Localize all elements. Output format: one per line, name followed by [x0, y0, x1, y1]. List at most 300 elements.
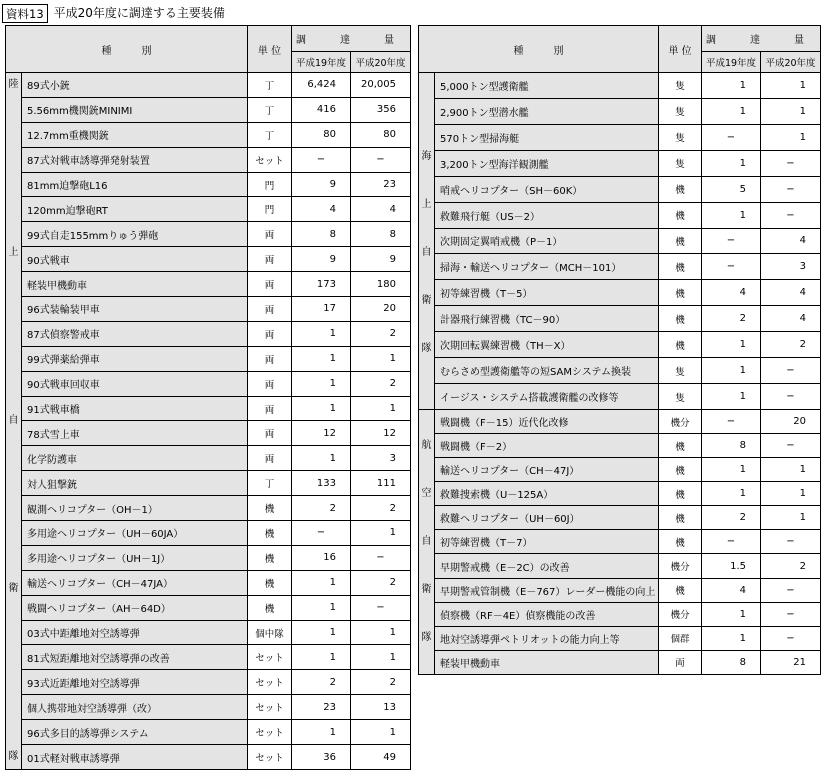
- table-row: [6, 545, 411, 570]
- branch-label-char: [6, 625, 21, 649]
- document-header: [2, 2, 225, 24]
- unit-cell: 機: [248, 570, 292, 595]
- equipment-name: 90式戦車: [22, 247, 248, 272]
- fy19-quantity: 1: [292, 570, 351, 595]
- equipment-name: 化学防護車: [22, 446, 248, 471]
- fy20-quantity: 20,005: [351, 73, 411, 98]
- unit-cell: 両: [248, 396, 292, 421]
- unit-cell: 両: [248, 421, 292, 446]
- unit-cell: 丁: [248, 73, 292, 98]
- branch-label-char: [6, 145, 21, 169]
- branch-label-char: 衛: [421, 295, 432, 306]
- unit-cell: 個群: [659, 626, 702, 650]
- branch-label-char: [419, 265, 434, 289]
- unit-cell: 機: [248, 595, 292, 620]
- fy20-quantity: −: [351, 595, 411, 620]
- fy20-quantity: −: [351, 545, 411, 570]
- fy20-quantity: 1: [351, 521, 411, 546]
- table-row: [6, 346, 411, 371]
- fy20-quantity: 13: [351, 695, 411, 720]
- equipment-name: 救難ヘリコプター（UH－60J）: [435, 506, 659, 530]
- unit-cell: 隻: [659, 150, 702, 176]
- fy19-quantity: 173: [292, 272, 351, 297]
- branch-label-char: 航: [421, 440, 432, 451]
- equipment-name: 89式小銃: [22, 73, 248, 98]
- equipment-name: 次期回転翼練習機（TH－X）: [435, 332, 659, 358]
- branch-label-char: [6, 697, 21, 721]
- unit-cell: 両: [248, 297, 292, 322]
- fy19-quantity: 8: [702, 434, 761, 458]
- equipment-name: むらさめ型護衛艦等の短SAMシステム換装: [435, 358, 659, 384]
- equipment-name: 120mm迫撃砲RT: [22, 197, 248, 222]
- unit-cell: 機: [659, 176, 702, 202]
- fy19-quantity: 1: [702, 358, 761, 384]
- unit-cell: 両: [248, 222, 292, 247]
- table-row: [6, 272, 411, 297]
- branch-label-char: [419, 458, 434, 482]
- equipment-name: 早期警戒機（E－2C）の改善: [435, 554, 659, 578]
- fy19-quantity: 1: [702, 150, 761, 176]
- equipment-name: 01式軽対戦車誘導弾: [22, 745, 248, 770]
- branch-label-char: [6, 265, 21, 289]
- fy19-quantity: 36: [292, 745, 351, 770]
- branch-label-char: [419, 217, 434, 241]
- table-row: [6, 147, 411, 172]
- equipment-name: 87式偵察警戒車: [22, 321, 248, 346]
- branch-label-char: [6, 337, 21, 361]
- table-row: [419, 202, 821, 228]
- table-row: [419, 254, 821, 280]
- document-number-label: 資料13: [2, 4, 48, 23]
- branch-label-char: 隊: [8, 751, 19, 762]
- fy20-quantity: 2: [761, 554, 821, 578]
- unit-cell: 機: [248, 496, 292, 521]
- fy20-quantity: −: [761, 202, 821, 228]
- fy19-quantity: 1: [292, 720, 351, 745]
- table-row: [6, 222, 411, 247]
- msdf-asdf-equipment-table: [418, 25, 821, 675]
- branch-label-char: 衛: [421, 584, 432, 595]
- table-row: [6, 496, 411, 521]
- table-row: [419, 306, 821, 332]
- branch-label-char: 隊: [421, 343, 432, 354]
- equipment-name: 多用途ヘリコプター（UH－1J）: [22, 545, 248, 570]
- fy20-quantity: −: [761, 358, 821, 384]
- branch-label-char: [6, 649, 21, 673]
- fy20-quantity: 2: [351, 570, 411, 595]
- fy19-quantity: 2: [702, 506, 761, 530]
- fy19-quantity: 80: [292, 122, 351, 147]
- table-row: [419, 482, 821, 506]
- unit-cell: セット: [248, 745, 292, 770]
- table-row: [419, 98, 821, 124]
- fy19-quantity: 4: [292, 197, 351, 222]
- fy20-quantity: 12: [351, 421, 411, 446]
- unit-cell: 機分: [659, 410, 702, 434]
- fy19-quantity: 2: [292, 670, 351, 695]
- equipment-name: 救難捜索機（U－125A）: [435, 482, 659, 506]
- equipment-name: 初等練習機（T－5）: [435, 280, 659, 306]
- equipment-name: 次期固定翼哨戒機（P－1）: [435, 228, 659, 254]
- fy20-quantity: 4: [761, 280, 821, 306]
- fy19-quantity: 1: [702, 602, 761, 626]
- branch-label-char: [419, 121, 434, 145]
- table-row: [6, 321, 411, 346]
- fy20-quantity: 2: [351, 371, 411, 396]
- equipment-name: 93式近距離地対空誘導弾: [22, 670, 248, 695]
- unit-cell: 機: [659, 280, 702, 306]
- fy19-quantity: 133: [292, 471, 351, 496]
- equipment-name: 78式雪上車: [22, 421, 248, 446]
- branch-label-char: [419, 506, 434, 530]
- fy19-quantity: 1: [702, 458, 761, 482]
- fy19-quantity: 12: [292, 421, 351, 446]
- table-row: [6, 197, 411, 222]
- fy20-quantity: 8: [351, 222, 411, 247]
- table-row: [419, 626, 821, 650]
- fy19-quantity: 5: [702, 176, 761, 202]
- unit-cell: 機: [659, 434, 702, 458]
- branch-label-char: 自: [421, 536, 432, 547]
- branch-label-char: [419, 554, 434, 578]
- table-row: [6, 247, 411, 272]
- fy19-quantity: −: [702, 530, 761, 554]
- fy20-quantity: 4: [351, 197, 411, 222]
- fy19-quantity: 1: [702, 202, 761, 228]
- branch-label-char: 上: [421, 199, 432, 210]
- table-row: [419, 358, 821, 384]
- branch-label-char: [419, 73, 434, 97]
- fy19-quantity: 1: [702, 482, 761, 506]
- fy20-quantity: −: [761, 384, 821, 410]
- fy20-quantity: 356: [351, 97, 411, 122]
- equipment-name: 軽装甲機動車: [22, 272, 248, 297]
- unit-cell: 丁: [248, 97, 292, 122]
- fy20-quantity: 1: [351, 346, 411, 371]
- fy20-quantity: 9: [351, 247, 411, 272]
- unit-cell: 機: [248, 545, 292, 570]
- branch-label-char: [6, 553, 21, 577]
- branch-label-char: [6, 193, 21, 217]
- branch-label-char: 自: [8, 415, 19, 426]
- fy19-quantity: −: [702, 254, 761, 280]
- branch-label-char: [419, 169, 434, 193]
- table-row: [419, 228, 821, 254]
- fy19-quantity: −: [702, 410, 761, 434]
- unit-cell: 機: [659, 202, 702, 228]
- table-row: [419, 332, 821, 358]
- equipment-name: 91式戦車橋: [22, 396, 248, 421]
- fy20-quantity: 2: [351, 496, 411, 521]
- fy20-quantity: 1: [761, 98, 821, 124]
- unit-cell: 機分: [659, 554, 702, 578]
- fy20-quantity: 4: [761, 228, 821, 254]
- unit-cell: 機: [659, 254, 702, 280]
- fy20-quantity: −: [761, 150, 821, 176]
- table-row: [419, 554, 821, 578]
- branch-label-char: [419, 602, 434, 626]
- table-row: [6, 745, 411, 770]
- fy20-quantity: −: [761, 434, 821, 458]
- unit-cell: 機: [659, 306, 702, 332]
- branch-label-char: [419, 385, 434, 409]
- equipment-name: 90式戦車回収車: [22, 371, 248, 396]
- fy20-quantity: −: [761, 602, 821, 626]
- table-row: [419, 458, 821, 482]
- branch-label-char: 上: [8, 247, 19, 258]
- fy19-quantity: 1: [702, 98, 761, 124]
- header-fy20: 平成20年度: [761, 52, 821, 73]
- fy20-quantity: 1: [761, 506, 821, 530]
- table-row: [6, 97, 411, 122]
- branch-label-char: [419, 361, 434, 385]
- unit-cell: セット: [248, 670, 292, 695]
- equipment-name: 軽装甲機動車: [435, 650, 659, 674]
- branch-label-char: [6, 361, 21, 385]
- unit-cell: 両: [248, 321, 292, 346]
- fy20-quantity: 4: [761, 306, 821, 332]
- equipment-name: 99式自走155mmりゅう弾砲: [22, 222, 248, 247]
- fy20-quantity: 49: [351, 745, 411, 770]
- fy19-quantity: 1: [292, 371, 351, 396]
- equipment-name: 輸送ヘリコプター（CH－47J）: [435, 458, 659, 482]
- unit-cell: 隻: [659, 124, 702, 150]
- fy19-quantity: 1: [292, 346, 351, 371]
- table-row: [6, 620, 411, 645]
- fy20-quantity: 80: [351, 122, 411, 147]
- fy20-quantity: −: [761, 626, 821, 650]
- fy19-quantity: 23: [292, 695, 351, 720]
- fy20-quantity: −: [761, 176, 821, 202]
- branch-label-char: [6, 529, 21, 553]
- unit-cell: 機: [659, 530, 702, 554]
- table-row: [6, 695, 411, 720]
- table-row: [419, 176, 821, 202]
- branch-label-char: [6, 121, 21, 145]
- header-procurement: 調 達 量: [702, 26, 821, 52]
- fy19-quantity: 1: [292, 446, 351, 471]
- fy20-quantity: 2: [351, 670, 411, 695]
- fy19-quantity: 16: [292, 545, 351, 570]
- fy19-quantity: 1: [702, 332, 761, 358]
- table-row: [419, 280, 821, 306]
- equipment-name: 多用途ヘリコプター（UH－60JA）: [22, 521, 248, 546]
- branch-label-char: 隊: [421, 632, 432, 643]
- fy19-quantity: 9: [292, 247, 351, 272]
- table-row: [419, 506, 821, 530]
- branch-label: [419, 73, 435, 410]
- equipment-name: 戦闘機（F－2）: [435, 434, 659, 458]
- branch-label-char: [419, 650, 434, 674]
- fy19-quantity: −: [292, 147, 351, 172]
- equipment-name: 初等練習機（T－7）: [435, 530, 659, 554]
- fy20-quantity: 1: [761, 73, 821, 99]
- equipment-name: 81mm迫撃砲L16: [22, 172, 248, 197]
- header-unit: 単 位: [248, 26, 292, 73]
- fy19-quantity: 4: [702, 578, 761, 602]
- unit-cell: 隻: [659, 73, 702, 99]
- branch-label-char: [6, 97, 21, 121]
- unit-cell: 機: [659, 506, 702, 530]
- equipment-name: 570トン型掃海艇: [435, 124, 659, 150]
- equipment-name: 5.56mm機関銃MINIMI: [22, 97, 248, 122]
- unit-cell: 隻: [659, 98, 702, 124]
- equipment-name: 早期警戒管制機（E－767）レーダー機能の向上: [435, 578, 659, 602]
- equipment-name: 3,200トン型海洋観測艦: [435, 150, 659, 176]
- fy19-quantity: 1: [702, 626, 761, 650]
- equipment-name: 掃海・輸送ヘリコプター（MCH－101）: [435, 254, 659, 280]
- unit-cell: 両: [248, 272, 292, 297]
- fy19-quantity: 6,424: [292, 73, 351, 98]
- branch-label-char: [6, 433, 21, 457]
- fy20-quantity: 111: [351, 471, 411, 496]
- equipment-name: 計器飛行練習機（TC－90）: [435, 306, 659, 332]
- fy20-quantity: 1: [351, 620, 411, 645]
- unit-cell: セット: [248, 645, 292, 670]
- equipment-name: 輸送ヘリコプター（CH－47JA）: [22, 570, 248, 595]
- branch-label-char: [419, 97, 434, 121]
- unit-cell: 門: [248, 172, 292, 197]
- table-row: [6, 371, 411, 396]
- equipment-name: 戦闘ヘリコプター（AH－64D）: [22, 595, 248, 620]
- table-row: [6, 670, 411, 695]
- header-type: 種 別: [6, 26, 248, 73]
- fy19-quantity: 2: [292, 496, 351, 521]
- equipment-name: 5,000トン型護衛艦: [435, 73, 659, 99]
- table-row: [6, 73, 411, 98]
- fy20-quantity: 1: [761, 482, 821, 506]
- branch-label-char: [6, 505, 21, 529]
- equipment-name: 12.7mm重機関銃: [22, 122, 248, 147]
- branch-label-char: [6, 601, 21, 625]
- header-type: 種 別: [419, 26, 659, 73]
- table-row: [419, 410, 821, 434]
- fy19-quantity: −: [702, 228, 761, 254]
- unit-cell: 機: [659, 482, 702, 506]
- header-fy19: 平成19年度: [292, 52, 351, 73]
- unit-cell: 丁: [248, 122, 292, 147]
- fy20-quantity: 21: [761, 650, 821, 674]
- unit-cell: 門: [248, 197, 292, 222]
- table-row: [6, 172, 411, 197]
- fy19-quantity: 17: [292, 297, 351, 322]
- unit-cell: セット: [248, 147, 292, 172]
- table-row: [419, 150, 821, 176]
- fy20-quantity: 2: [351, 321, 411, 346]
- equipment-name: 観測ヘリコプター（OH－1）: [22, 496, 248, 521]
- equipment-name: 哨戒ヘリコプター（SH－60K）: [435, 176, 659, 202]
- branch-label-char: [6, 385, 21, 409]
- fy20-quantity: 3: [351, 446, 411, 471]
- unit-cell: 機: [659, 332, 702, 358]
- table-row: [6, 122, 411, 147]
- fy19-quantity: 1: [292, 396, 351, 421]
- msdf-asdf-rows: [419, 73, 821, 675]
- equipment-name: 87式対戦車誘導弾発射装置: [22, 147, 248, 172]
- fy20-quantity: −: [761, 530, 821, 554]
- unit-cell: 両: [659, 650, 702, 674]
- fy19-quantity: 4: [702, 280, 761, 306]
- equipment-name: 地対空誘導弾ペトリオットの能力向上等: [435, 626, 659, 650]
- unit-cell: 機: [248, 521, 292, 546]
- fy19-quantity: 1: [292, 595, 351, 620]
- equipment-name: 個人携帯地対空誘導弾（改）: [22, 695, 248, 720]
- fy20-quantity: −: [761, 578, 821, 602]
- header-fy20: 平成20年度: [351, 52, 411, 73]
- fy19-quantity: 1: [702, 73, 761, 99]
- table-row: [419, 73, 821, 99]
- branch-label-char: [419, 313, 434, 337]
- branch-label-char: [6, 217, 21, 241]
- equipment-name: イージス・システム搭載護衛艦の改修等: [435, 384, 659, 410]
- branch-label-char: [6, 457, 21, 481]
- equipment-name: 偵察機（RF－4E）偵察機能の改善: [435, 602, 659, 626]
- branch-label-char: 衛: [8, 583, 19, 594]
- fy19-quantity: 1: [292, 645, 351, 670]
- header-procurement: 調 達 量: [292, 26, 411, 52]
- header-fy19: 平成19年度: [702, 52, 761, 73]
- unit-cell: 機: [659, 578, 702, 602]
- branch-label: [419, 410, 435, 675]
- fy20-quantity: 1: [761, 124, 821, 150]
- unit-cell: 隻: [659, 384, 702, 410]
- document-title: 平成20年度に調達する主要装備: [53, 6, 225, 20]
- equipment-name: 96式装輪装甲車: [22, 297, 248, 322]
- table-row: [6, 421, 411, 446]
- gsdf-rows: [6, 73, 411, 770]
- fy20-quantity: 1: [351, 720, 411, 745]
- table-row: [6, 595, 411, 620]
- table-row: [6, 396, 411, 421]
- branch-label-char: [6, 289, 21, 313]
- table-row: [6, 645, 411, 670]
- gsdf-equipment-table: [5, 25, 411, 770]
- header-unit: 単 位: [659, 26, 702, 73]
- table-row: [6, 720, 411, 745]
- fy19-quantity: −: [292, 521, 351, 546]
- unit-cell: 両: [248, 346, 292, 371]
- table-row: [419, 384, 821, 410]
- fy20-quantity: 2: [761, 332, 821, 358]
- unit-cell: 両: [248, 371, 292, 396]
- unit-cell: セット: [248, 695, 292, 720]
- table-row: [6, 471, 411, 496]
- table-row: [6, 521, 411, 546]
- branch-label-char: [6, 169, 21, 193]
- equipment-name: 戦闘機（F－15）近代化改修: [435, 410, 659, 434]
- fy19-quantity: 2: [702, 306, 761, 332]
- table-row: [6, 570, 411, 595]
- fy20-quantity: 20: [351, 297, 411, 322]
- table-row: [419, 602, 821, 626]
- branch-label-char: [419, 410, 434, 434]
- unit-cell: 機分: [659, 602, 702, 626]
- fy19-quantity: 1: [292, 620, 351, 645]
- equipment-name: 81式短距離地対空誘導弾の改善: [22, 645, 248, 670]
- fy20-quantity: 180: [351, 272, 411, 297]
- unit-cell: 隻: [659, 358, 702, 384]
- unit-cell: 個中隊: [248, 620, 292, 645]
- fy20-quantity: −: [351, 147, 411, 172]
- equipment-name: 救難飛行艇（US－2）: [435, 202, 659, 228]
- fy19-quantity: 8: [702, 650, 761, 674]
- fy20-quantity: 23: [351, 172, 411, 197]
- fy20-quantity: 20: [761, 410, 821, 434]
- unit-cell: 両: [248, 446, 292, 471]
- table-row: [419, 434, 821, 458]
- fy19-quantity: 1: [702, 384, 761, 410]
- table-row: [419, 530, 821, 554]
